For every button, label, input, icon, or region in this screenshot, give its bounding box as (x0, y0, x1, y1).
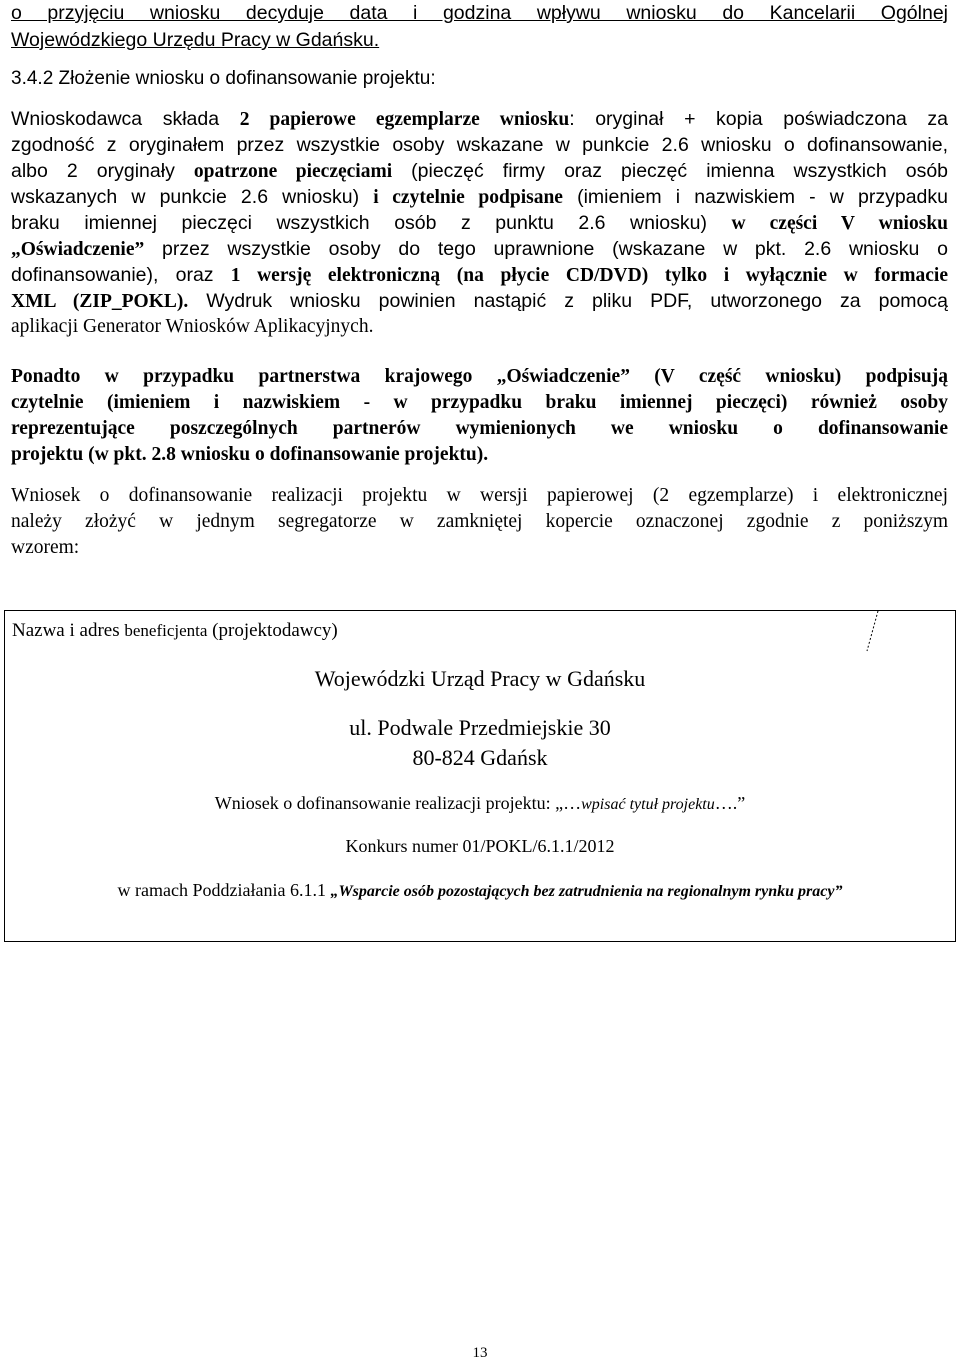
para1-line-8: XML (ZIP_POKL). Wydruk wniosku powinien nastąpić z pliku PDF, utworzonego za pomocą (11, 290, 948, 312)
para1-line-4: wskazanych w punkcie 2.6 wniosku) i czytelnie podpisane (imieniem i nazwiskiem - w przypadku (11, 186, 948, 208)
page-number: 13 (472, 1345, 488, 1361)
envelope-city: 80-824 Gdańsk (412, 745, 548, 770)
para1-line-7: dofinansowanie), oraz 1 wersję elektroniczną (na płycie CD/DVD) tylko i wyłącznie w formacie (11, 264, 948, 286)
para3-line-3: wzorem: (11, 537, 80, 558)
envelope-street: ul. Podwale Przedmiejskie 30 (349, 715, 611, 740)
para2-line-4: projektu (w pkt. 2.8 wniosku o dofinansowanie projektu). (11, 444, 489, 465)
para1-line-9: aplikacji Generator Wniosków Aplikacyjnych. (11, 316, 374, 337)
envelope-project-title: Wniosek o dofinansowanie realizacji projektu: „…wpisać tytuł projektu….” (214, 793, 746, 813)
para3-line-1: Wniosek o dofinansowanie realizacji projektu w wersji papierowej (2 egzemplarze) i elektronicznej (11, 485, 948, 506)
envelope-sender-label: Nazwa i adres beneficjenta (projektodawcy) (12, 620, 338, 641)
para1-line-2: zgodność z oryginałem przez wszystkie osoby wskazane w punkcie 2.6 wniosku o dofinansowanie, (11, 134, 948, 156)
intro-line-1: o przyjęciu wniosku decyduje data i godzina wpływu wniosku do Kancelarii Ogólnej (11, 2, 948, 24)
para1-line-6: „Oświadczenie” przez wszystkie osoby do tego uprawnione (wskazane w pkt. 2.6 wniosku o (11, 238, 948, 260)
para1-line-1: Wnioskodawca składa 2 papierowe egzemplarze wniosku: oryginał + kopia poświadczona za (11, 108, 948, 130)
para1-line-3: albo 2 oryginały opatrzone pieczęciami (pieczęć firmy oraz pieczęć imienna wszystkich osób (11, 160, 949, 182)
envelope-recipient: Wojewódzki Urząd Pracy w Gdańsku (314, 666, 646, 691)
section-heading: 3.4.2 Złożenie wniosku o dofinansowanie projektu: (11, 68, 436, 89)
para1-line-5: braku imiennej pieczęci wszystkich osób z punktu 2.6 wniosku) w części V wniosku (11, 212, 949, 234)
envelope-template (4, 610, 956, 942)
para3-line-2: należy złożyć w jednym segregatorze w zamkniętej kopercie oznaczonej zgodnie z poniższym (11, 511, 948, 532)
para2-line-2: czytelnie (imieniem i nazwiskiem - w przypadku braku imiennej pieczęci) również osoby (11, 392, 948, 413)
intro-line-2: Wojewódzkiego Urzędu Pracy w Gdańsku. (11, 29, 380, 51)
envelope-contest-number: Konkurs numer 01/POKL/6.1.1/2012 (345, 836, 615, 856)
para2-line-1: Ponadto w przypadku partnerstwa krajowego „Oświadczenie” (V część wniosku) podpisują (11, 366, 948, 387)
para2-line-3: reprezentujące poszczególnych partnerów wymienionych we wniosku o dofinansowanie (11, 418, 948, 439)
envelope-measure: w ramach Poddziałania 6.1.1 „Wsparcie osób pozostających bez zatrudnienia na regionalnym rynku pracy” (117, 880, 843, 900)
